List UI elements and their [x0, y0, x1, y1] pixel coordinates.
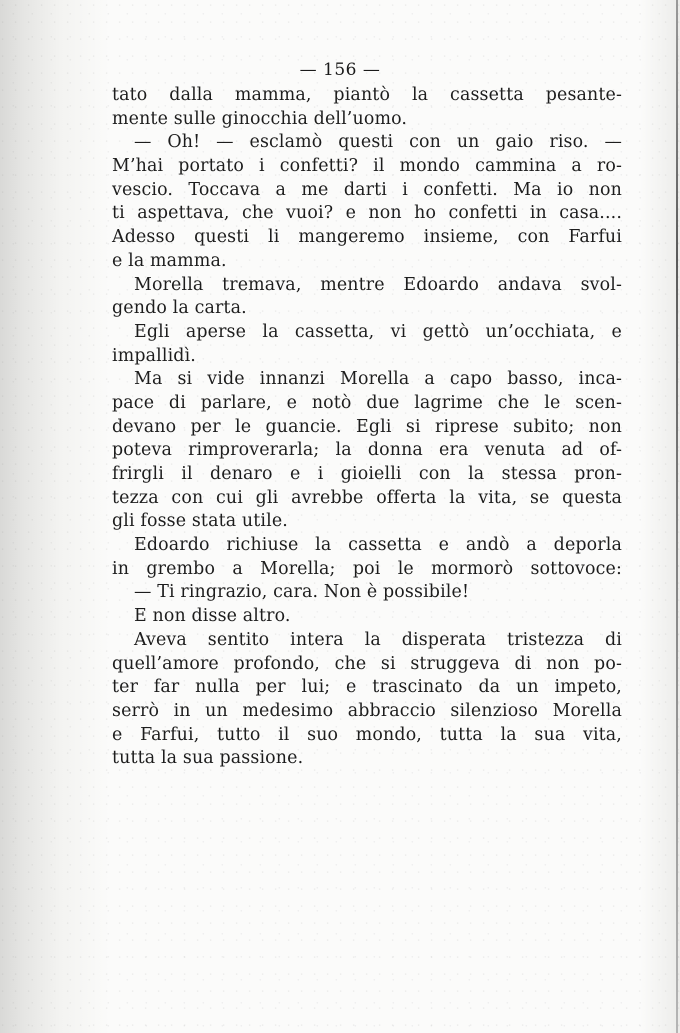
text-line: impallidì.	[112, 345, 196, 366]
text-line: quell’amore profondo, che si struggeva di non po-	[112, 653, 622, 674]
page-edge-border	[676, 0, 678, 1033]
text-line: gendo la carta.	[112, 298, 247, 319]
text-line: ter far nulla per lui; e trascinato da un impeto,	[112, 677, 622, 698]
text-line: poteva rimproverarla; la donna era venuta ad of-	[112, 440, 622, 461]
text-line: Edoardo richiuse la cassetta e andò a deporla	[134, 535, 622, 556]
text-line: Ma si vide innanzi Morella a capo basso, inca-	[134, 369, 622, 390]
text-line: — Ti ringrazio, cara. Non è possibile!	[134, 582, 470, 603]
body-text	[112, 84, 622, 771]
text-line: tato dalla mamma, piantò la cassetta pesante-	[112, 85, 622, 105]
text-line: ti aspettava, che vuoi? e non ho confetti in casa....	[112, 203, 622, 224]
text-line: Egli aperse la cassetta, vi gettò un’occhiata, e	[134, 321, 622, 342]
text-line: tezza con cui gli avrebbe offerta la vita, se questa	[112, 487, 622, 508]
text-line: M’hai portato i confetti? il mondo cammina a ro-	[112, 156, 622, 177]
text-line: — Oh! — esclamò questi con un gaio riso. —	[134, 132, 622, 153]
text-line: serrò in un medesimo abbraccio silenzioso Morella	[112, 700, 622, 721]
text-line: in grembo a Morella; poi le mormorò sottovoce:	[112, 558, 622, 579]
page-number: — 156 —	[299, 60, 381, 80]
text-line: Morella tremava, mentre Edoardo andava svol-	[134, 274, 622, 295]
text-line: gli fosse stata utile.	[112, 511, 288, 532]
text-line: Aveva sentito intera la disperata tristezza di	[134, 629, 622, 650]
text-line: tutta la sua passione.	[112, 748, 304, 769]
text-line: frirgli il denaro e i gioielli con la stessa pron-	[112, 464, 622, 484]
text-line: devano per le guancie. Egli si riprese subito; non	[112, 416, 622, 437]
text-line: vescio. Toccava a me darti i confetti. Ma io non	[112, 179, 622, 200]
text-line: pace di parlare, e notò due lagrime che le scen-	[112, 392, 622, 413]
text-line: e la mamma.	[112, 250, 227, 271]
text-line: mente sulle ginocchia dell’uomo.	[112, 108, 408, 129]
text-line: e Farfui, tutto il suo mondo, tutta la sua vita,	[112, 724, 622, 745]
text-line: Adesso questi li mangeremo insieme, con Farfui	[112, 227, 622, 248]
text-line: E non disse altro.	[134, 606, 291, 627]
